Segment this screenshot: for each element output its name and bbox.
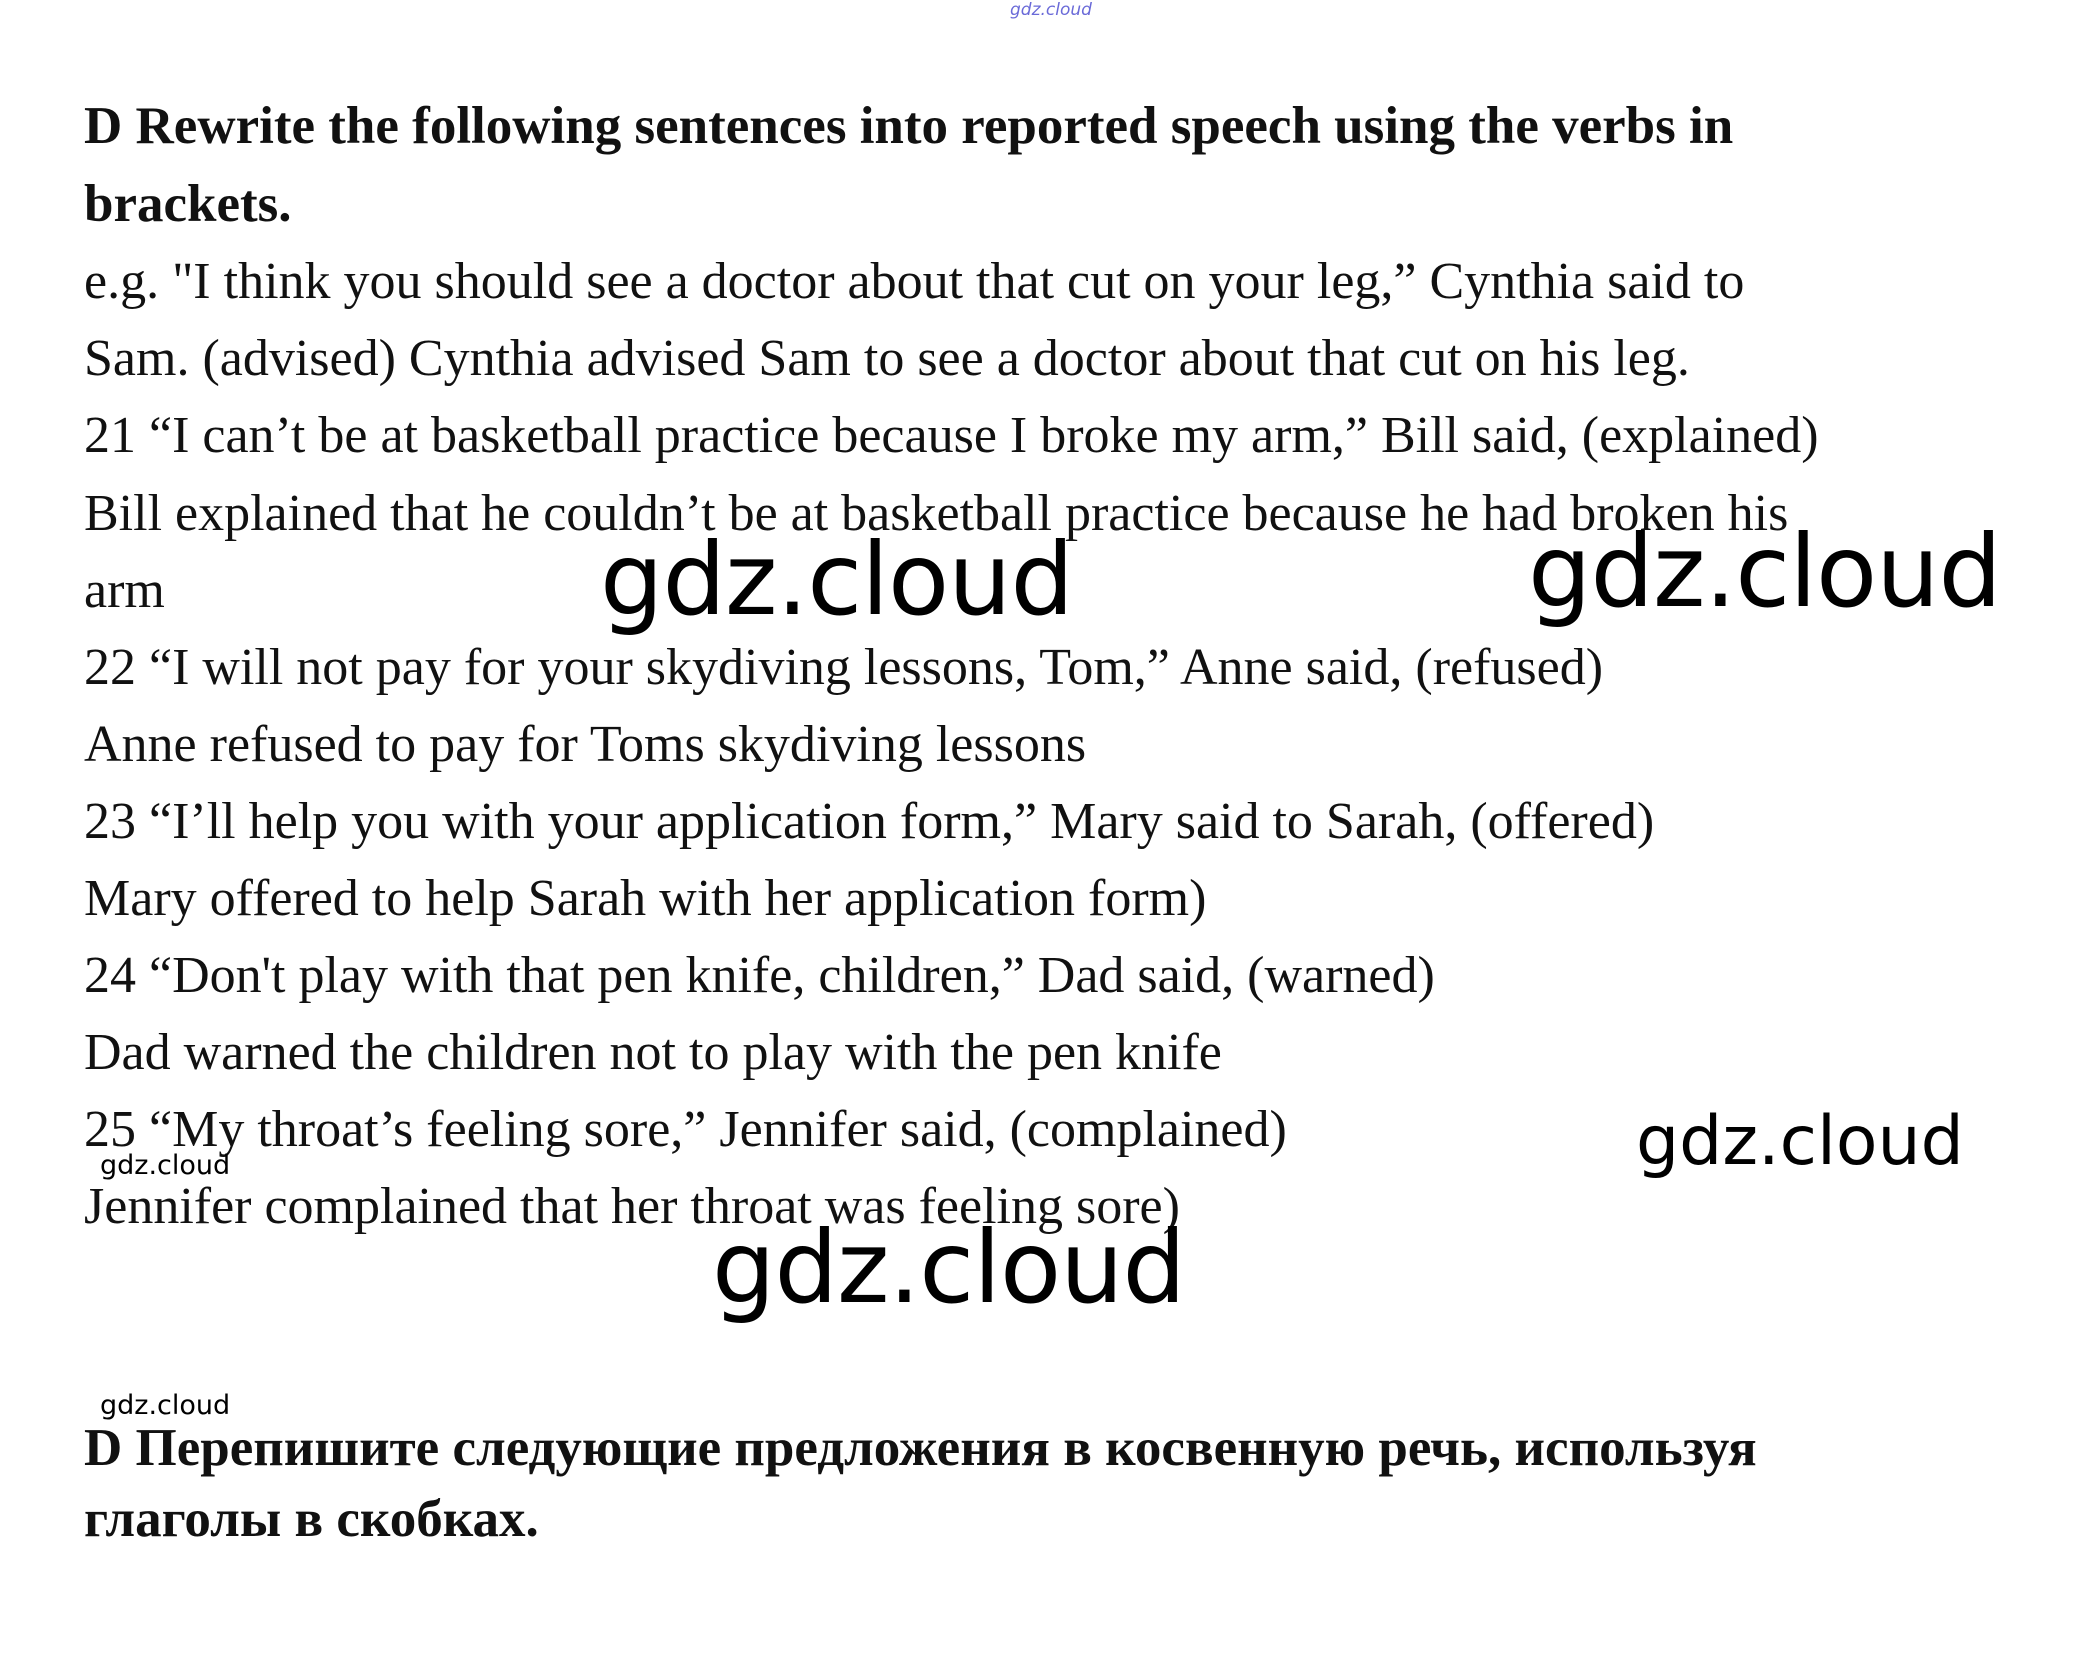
translation-line2: глаголы в скобках. [84, 1490, 539, 1548]
answer-21-line1: Bill explained that he couldn’t be at basketball practice because he had broken his [84, 485, 1789, 542]
watermark-small-2: gdz.cloud [100, 1390, 231, 1421]
answer-24: Dad warned the children not to play with the pen knife [84, 1024, 1222, 1081]
answer-22: Anne refused to pay for Toms skydiving lessons [84, 716, 1087, 773]
question-23: 23 “I’ll help you with your application form,” Mary said to Sarah, (offered) [84, 793, 1655, 850]
answer-21-line2: arm [84, 562, 165, 619]
answer-23: Mary offered to help Sarah with her application form) [84, 870, 1207, 927]
watermark-large-3: gdz.cloud [712, 1209, 1186, 1326]
answer-25: Jennifer complained that her throat was feeling sore) [84, 1178, 1180, 1235]
question-25: 25 “My throat’s feeling sore,” Jennifer said, (complained) [84, 1101, 1287, 1158]
watermark-large-1: gdz.cloud [600, 521, 1074, 638]
exercise-heading-line2: brackets. [84, 175, 292, 233]
translation-line1: D Перепишите следующие предложения в косвенную речь, используя [84, 1419, 1757, 1477]
watermark-small-1: gdz.cloud [100, 1150, 231, 1181]
question-21: 21 “I can’t be at basketball practice because I broke my arm,” Bill said, (explained) [84, 407, 1819, 464]
question-22: 22 “I will not pay for your skydiving lessons, Tom,” Anne said, (refused) [84, 639, 1604, 696]
watermark-large-2: gdz.cloud [1528, 513, 2002, 630]
watermark-medium: gdz.cloud [1636, 1102, 1964, 1181]
example-line1: e.g. "I think you should see a doctor about that cut on your leg,” Cynthia said to [84, 253, 1745, 310]
exercise-heading-line1: D Rewrite the following sentences into reported speech using the verbs in [84, 97, 1734, 155]
example-line2: Sam. (advised) Cynthia advised Sam to see a doctor about that cut on his leg. [84, 330, 1690, 387]
question-24: 24 “Don't play with that pen knife, children,” Dad said, (warned) [84, 947, 1435, 1004]
watermark-top: gdz.cloud [1010, 0, 1092, 20]
